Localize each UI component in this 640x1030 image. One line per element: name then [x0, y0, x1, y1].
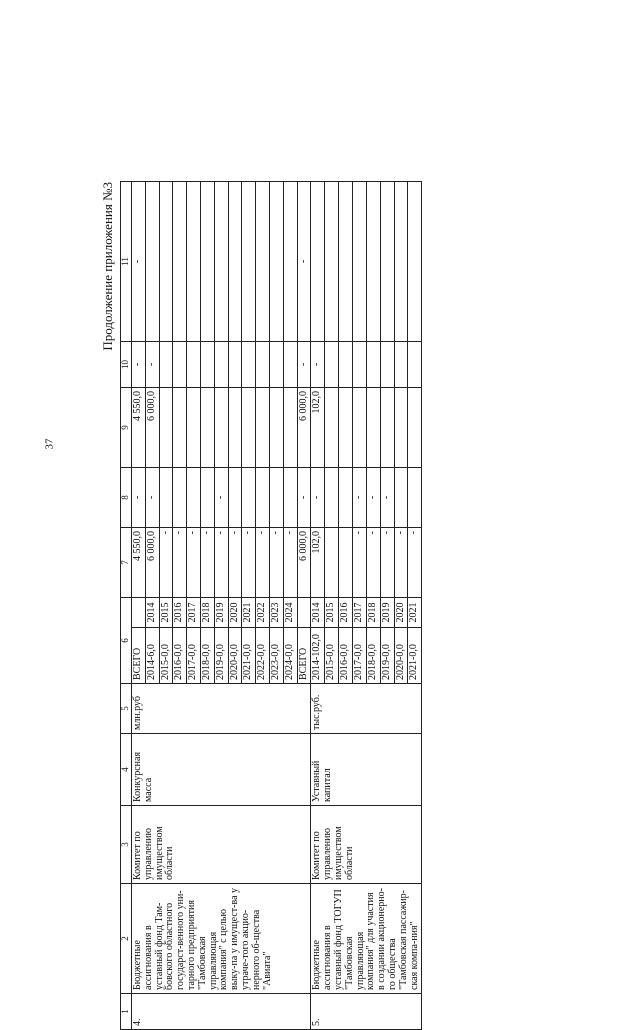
federal-value: -	[311, 468, 325, 528]
regional-value	[366, 388, 380, 468]
other-value	[242, 182, 256, 342]
unit: млн.руб	[132, 684, 311, 734]
other-value	[187, 182, 201, 342]
federal-value: -	[366, 468, 380, 528]
regional-value	[408, 388, 422, 468]
other-value	[145, 182, 159, 342]
year: 2018	[366, 598, 380, 628]
column-number: 7	[121, 528, 132, 598]
total-value: -	[242, 528, 256, 598]
page-heading: Продолжение приложения №3	[100, 182, 115, 351]
regional-value	[352, 388, 366, 468]
funding-period: 2022-0,0	[256, 628, 270, 684]
federal-value	[242, 468, 256, 528]
other-value	[339, 182, 353, 342]
local-value: -	[297, 342, 311, 388]
total-value: 102,0	[311, 528, 325, 598]
federal-value	[228, 468, 242, 528]
federal-value: -	[297, 468, 311, 528]
funding-period: 2016-0,0	[173, 628, 187, 684]
table-row	[132, 182, 146, 1030]
year: 2017	[187, 598, 201, 628]
total-value: -	[380, 528, 394, 598]
total-value: -	[200, 528, 214, 598]
regional-value: 6 000,0	[145, 388, 159, 468]
regional-value	[256, 388, 270, 468]
other-value	[173, 182, 187, 342]
regional-value	[380, 388, 394, 468]
column-number: 9	[121, 388, 132, 468]
funding-period: 2019-0,0	[214, 628, 228, 684]
federal-value	[256, 468, 270, 528]
regional-value	[214, 388, 228, 468]
year: 2016	[339, 598, 353, 628]
other-value	[366, 182, 380, 342]
table-row	[311, 182, 325, 1030]
measure-name: Бюджетные ассигнования в уставный фонд Там-бовского областного государст-венного уни-тарного предприятия "Тамбовская управляющая компания" с целью выку-па у имущест-ва у утраче-того акцио-нерного об-щества "Авиата"	[132, 884, 311, 994]
other-value	[159, 182, 173, 342]
year: 2021	[242, 598, 256, 628]
year: 2022	[256, 598, 270, 628]
other-value	[394, 182, 408, 342]
total-value: -	[187, 528, 201, 598]
total-value	[339, 528, 353, 598]
rotated-sheet	[90, 176, 640, 1030]
budget-table	[120, 181, 422, 1030]
total-value: -	[394, 528, 408, 598]
regional-value	[325, 388, 339, 468]
year: 2019	[380, 598, 394, 628]
local-value: -	[311, 342, 325, 388]
local-value	[256, 342, 270, 388]
regional-value: 4 550,0	[132, 388, 146, 468]
column-number: 1	[121, 994, 132, 1030]
federal-value	[173, 468, 187, 528]
other-value	[311, 182, 325, 342]
local-value	[394, 342, 408, 388]
regional-value	[283, 388, 297, 468]
total-value: -	[283, 528, 297, 598]
funding-period: 2024-0,0	[283, 628, 297, 684]
funding-period: 2017-0,0	[352, 628, 366, 684]
local-value: -	[132, 342, 146, 388]
year: 2021	[408, 598, 422, 628]
total-value: 4 550,0	[132, 528, 146, 598]
federal-value: -	[380, 468, 394, 528]
local-value	[339, 342, 353, 388]
total-value: -	[214, 528, 228, 598]
federal-value	[325, 468, 339, 528]
other-value	[283, 182, 297, 342]
other-value	[228, 182, 242, 342]
table-body	[121, 182, 422, 1030]
local-value	[159, 342, 173, 388]
other-value	[256, 182, 270, 342]
funding-period: ВСЕГО	[297, 628, 311, 684]
total-value: -	[228, 528, 242, 598]
local-value	[187, 342, 201, 388]
executor: Комитет по управлению имуществом области	[311, 806, 422, 884]
other-value	[408, 182, 422, 342]
local-value	[408, 342, 422, 388]
year: 2017	[352, 598, 366, 628]
regional-value	[228, 388, 242, 468]
total-value: -	[256, 528, 270, 598]
other-value: -	[132, 182, 146, 342]
regional-value: 102,0	[311, 388, 325, 468]
other-value	[269, 182, 283, 342]
federal-value	[408, 468, 422, 528]
federal-value: -	[352, 468, 366, 528]
column-number: 4	[121, 734, 132, 806]
year: 2024	[283, 598, 297, 628]
funding-period: 2017-0,0	[187, 628, 201, 684]
federal-value: -	[145, 468, 159, 528]
year: 2014	[311, 598, 325, 628]
other-value	[325, 182, 339, 342]
year: 2016	[173, 598, 187, 628]
column-number-row	[121, 182, 132, 1030]
other-value: -	[297, 182, 311, 342]
row-number: 4.	[132, 994, 311, 1030]
funding-period: 2014-102,0	[311, 628, 325, 684]
measure-type: Уставный капитал	[311, 734, 422, 806]
local-value	[228, 342, 242, 388]
federal-value: -	[214, 468, 228, 528]
year: 2020	[228, 598, 242, 628]
executor: Комитет по управлению имуществом области	[132, 806, 311, 884]
total-value: -	[408, 528, 422, 598]
regional-value	[187, 388, 201, 468]
total-value: -	[159, 528, 173, 598]
funding-period: 2018-0,0	[200, 628, 214, 684]
measure-name: Бюджетные ассигнования в уставный фонд ТОГУП "Тамбовская управляющая компания" для участия в создании акционерно-го общества "Тамбовская пассажир-ская компа-ния"	[311, 884, 422, 994]
local-value	[380, 342, 394, 388]
funding-period: 2021-0,0	[408, 628, 422, 684]
funding-period: 2019-0,0	[380, 628, 394, 684]
column-number: 11	[121, 182, 132, 342]
federal-value	[159, 468, 173, 528]
local-value: -	[145, 342, 159, 388]
regional-value	[269, 388, 283, 468]
year: 2015	[159, 598, 173, 628]
total-value	[325, 528, 339, 598]
funding-period: 2014-6,0	[145, 628, 159, 684]
local-value	[325, 342, 339, 388]
year: 2020	[394, 598, 408, 628]
funding-period: 2020-0,0	[394, 628, 408, 684]
regional-value	[173, 388, 187, 468]
unit: тыс.руб.	[311, 684, 422, 734]
other-value	[352, 182, 366, 342]
year: 2014	[145, 598, 159, 628]
federal-value	[269, 468, 283, 528]
other-value	[200, 182, 214, 342]
total-value: 6 000,0	[297, 528, 311, 598]
federal-value	[283, 468, 297, 528]
column-number: 5	[121, 684, 132, 734]
regional-value	[339, 388, 353, 468]
column-number: 8	[121, 468, 132, 528]
page-number: 37	[43, 438, 56, 450]
funding-period: 2015-0,0	[159, 628, 173, 684]
funding-period: ВСЕГО	[132, 628, 146, 684]
regional-value: 6 000,0	[297, 388, 311, 468]
regional-value	[200, 388, 214, 468]
total-value: -	[352, 528, 366, 598]
funding-period: 2021-0,0	[242, 628, 256, 684]
total-value: 6 000,0	[145, 528, 159, 598]
local-value	[242, 342, 256, 388]
local-value	[200, 342, 214, 388]
regional-value	[159, 388, 173, 468]
local-value	[352, 342, 366, 388]
year: 2023	[269, 598, 283, 628]
local-value	[173, 342, 187, 388]
year	[297, 598, 311, 628]
regional-value	[242, 388, 256, 468]
funding-period: 2020-0,0	[228, 628, 242, 684]
total-value: -	[366, 528, 380, 598]
federal-value	[394, 468, 408, 528]
column-number: 6	[121, 598, 132, 684]
year: 2019	[214, 598, 228, 628]
federal-value	[339, 468, 353, 528]
column-number: 2	[121, 884, 132, 994]
measure-type: Конкурсная масса	[132, 734, 311, 806]
local-value	[366, 342, 380, 388]
local-value	[283, 342, 297, 388]
year	[132, 598, 146, 628]
other-value	[214, 182, 228, 342]
funding-period: 2018-0,0	[366, 628, 380, 684]
column-number: 3	[121, 806, 132, 884]
federal-value: -	[132, 468, 146, 528]
total-value: -	[173, 528, 187, 598]
column-number: 10	[121, 342, 132, 388]
local-value	[269, 342, 283, 388]
regional-value	[394, 388, 408, 468]
funding-period: 2016-0,0	[339, 628, 353, 684]
row-number: 5.	[311, 994, 422, 1030]
federal-value	[187, 468, 201, 528]
year: 2018	[200, 598, 214, 628]
local-value	[214, 342, 228, 388]
funding-period: 2015-0,0	[325, 628, 339, 684]
funding-period: 2023-0,0	[269, 628, 283, 684]
federal-value	[200, 468, 214, 528]
other-value	[380, 182, 394, 342]
total-value: -	[269, 528, 283, 598]
year: 2015	[325, 598, 339, 628]
